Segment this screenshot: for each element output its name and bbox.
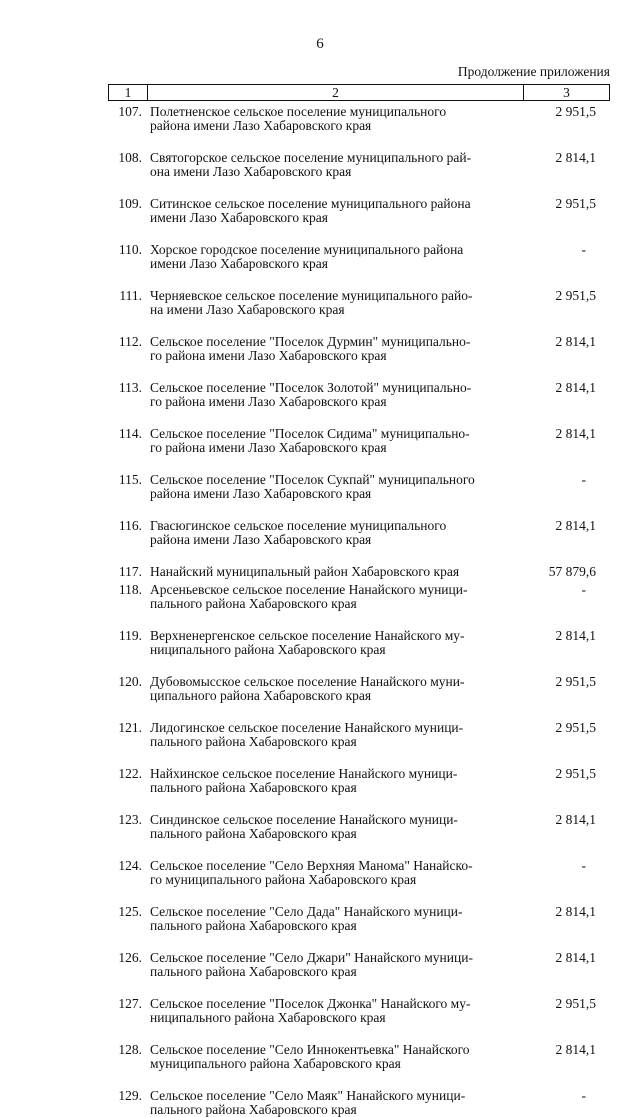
row-number: 111.: [119, 288, 142, 303]
row-name: Сельское поселение "Поселок Золотой" муниципально- го района имени Лазо Хабаровского края: [150, 380, 472, 409]
row-value: 2 814,1: [555, 426, 596, 441]
table-row: [108, 675, 610, 703]
table-row: [108, 629, 610, 657]
row-name: Ситинское сельское поселение муниципального района имени Лазо Хабаровского края: [150, 196, 471, 225]
row-number: 108.: [118, 150, 142, 165]
row-value: 2 814,1: [555, 1042, 596, 1057]
row-name: Святогорское сельское поселение муниципального рай- она имени Лазо Хабаровского края: [150, 150, 472, 179]
row-value: -: [581, 1088, 586, 1103]
row-number: 123.: [118, 812, 142, 827]
row-value: -: [581, 582, 586, 597]
row-value: 2 951,5: [555, 674, 596, 689]
row-name: Черняевское сельское поселение муниципального райо- на имени Лазо Хабаровского края: [150, 288, 473, 317]
table-row: [108, 997, 610, 1025]
table-row: [108, 721, 610, 749]
table-row: [108, 289, 610, 317]
table-row: [108, 813, 610, 841]
header-col-3: 3: [563, 85, 570, 100]
row-number: 114.: [118, 426, 142, 441]
table-row: [108, 767, 610, 795]
row-name: Сельское поселение "Поселок Сидима" муниципально- го района имени Лазо Хабаровского края: [150, 426, 470, 455]
row-value: 2 814,1: [555, 904, 596, 919]
continuation-label: Продолжение приложения: [457, 64, 610, 79]
table-header: [108, 84, 610, 101]
row-value: 2 951,5: [555, 720, 596, 735]
row-value: 2 814,1: [555, 628, 596, 643]
row-value: 2 814,1: [555, 812, 596, 827]
row-number: 122.: [118, 766, 142, 781]
row-value: 2 814,1: [555, 950, 596, 965]
row-value: 2 951,5: [555, 104, 596, 119]
row-name: Арсеньевское сельское поселение Нанайского муници- пального района Хабаровского края: [150, 582, 468, 611]
table-row: [108, 197, 610, 225]
row-name: Дубовомысское сельское поселение Нанайского муни- ципального района Хабаровского края: [150, 674, 465, 703]
row-name: Верхненергенское сельское поселение Нанайского му- ниципального района Хабаровского края: [150, 628, 465, 657]
row-value: 2 951,5: [555, 766, 596, 781]
row-value: -: [581, 858, 586, 873]
table-row: [108, 473, 610, 501]
row-value: 2 814,1: [555, 334, 596, 349]
table-row: [108, 583, 610, 611]
row-name: Сельское поселение "Поселок Джонка" Нанайского му- ниципального района Хабаровского края: [150, 996, 471, 1025]
header-col-1: 1: [109, 85, 148, 100]
row-number: 116.: [118, 518, 142, 533]
row-name: Полетненское сельское поселение муниципального района имени Лазо Хабаровского края: [150, 104, 447, 133]
row-number: 127.: [118, 996, 142, 1011]
row-number: 126.: [118, 950, 142, 965]
row-value: 2 814,1: [555, 150, 596, 165]
table-row: [108, 151, 610, 179]
row-number: 117.: [118, 564, 142, 579]
row-value: 2 814,1: [555, 380, 596, 395]
table-row: [108, 905, 610, 933]
row-number: 118.: [118, 582, 142, 597]
row-number: 119.: [118, 628, 142, 643]
table-row: [108, 1043, 610, 1071]
row-number: 124.: [118, 858, 142, 873]
row-value: 2 951,5: [555, 196, 596, 211]
row-number: 120.: [118, 674, 142, 689]
row-name: Сельское поселение "Село Маяк" Нанайского муници- пального района Хабаровского края: [150, 1088, 466, 1117]
row-name: Сельское поселение "Село Джари" Нанайского муници- пального района Хабаровского края: [150, 950, 473, 979]
table-row: [108, 381, 610, 409]
row-value: -: [581, 472, 586, 487]
row-name: Сельское поселение "Село Дада" Нанайского муници- пального района Хабаровского края: [150, 904, 463, 933]
row-number: 110.: [118, 242, 142, 257]
row-value: 2 814,1: [555, 518, 596, 533]
row-name: Сельское поселение "Поселок Дурмин" муниципально- го района имени Лазо Хабаровского края: [150, 334, 471, 363]
table-row: [108, 519, 610, 547]
row-name: Сельское поселение "Село Верхняя Манома" Нанайско- го муниципального района Хабаровского края: [150, 858, 473, 887]
row-value: 2 951,5: [555, 996, 596, 1011]
table-row: [108, 859, 610, 887]
header-col-2: 2: [148, 85, 524, 100]
row-number: 115.: [118, 472, 142, 487]
row-number: 107.: [118, 104, 142, 119]
row-number: 121.: [118, 720, 142, 735]
row-number: 113.: [118, 380, 142, 395]
row-name: Хорское городское поселение муниципального района имени Лазо Хабаровского края: [150, 242, 464, 271]
table-row: [108, 565, 610, 579]
table-row: [108, 427, 610, 455]
row-name: Найхинское сельское поселение Нанайского муници- пального района Хабаровского края: [150, 766, 458, 795]
row-value: 57 879,6: [548, 564, 596, 579]
row-name: Лидогинское сельское поселение Нанайского муници- пального района Хабаровского края: [150, 720, 464, 749]
row-number: 128.: [118, 1042, 142, 1057]
row-number: 129.: [118, 1088, 142, 1103]
row-value: 2 951,5: [555, 288, 596, 303]
row-value: -: [581, 242, 586, 257]
table-row: [108, 105, 610, 133]
table-row: [108, 243, 610, 271]
table-body: [108, 105, 610, 1117]
page-number: 6: [316, 36, 324, 52]
row-name: Синдинское сельское поселение Нанайского муници- пального района Хабаровского края: [150, 812, 458, 841]
row-name: Сельское поселение "Село Иннокентьевка" Нанайского муниципального района Хабаровского края: [150, 1042, 470, 1071]
row-name: Нанайский муниципальный район Хабаровского края: [150, 564, 460, 579]
row-number: 109.: [118, 196, 142, 211]
row-name: Гвасюгинское сельское поселение муниципального района имени Лазо Хабаровского края: [150, 518, 447, 547]
row-number: 112.: [118, 334, 142, 349]
table-row: [108, 1089, 610, 1117]
row-number: 125.: [118, 904, 142, 919]
table-row: [108, 335, 610, 363]
row-name: Сельское поселение "Поселок Сукпай" муниципального района имени Лазо Хабаровского края: [150, 472, 475, 501]
table-row: [108, 951, 610, 979]
